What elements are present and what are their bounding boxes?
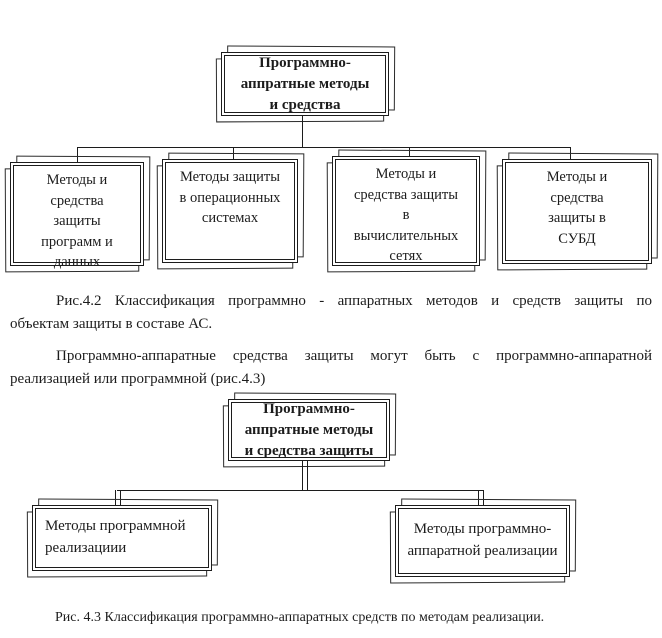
box-label <box>33 506 186 559</box>
diagram1-box-operating-systems <box>162 159 298 263</box>
box-face <box>162 159 298 263</box>
box-face <box>395 505 570 577</box>
box-text-line: аппратные методы <box>244 421 374 438</box>
diagram2-box-hardware-software-implementation <box>395 505 570 577</box>
box-text-line: средства <box>550 189 604 206</box>
connector-root-stem-double <box>302 461 308 491</box>
box-text-line: сетях <box>389 248 423 264</box>
caption-4-3-text: Рис. 4.3 Классификация программно-аппаратных средств по методам реализации. <box>55 610 545 625</box>
box-text-line: системах <box>201 210 259 226</box>
box-text-line: и средства защиты <box>244 442 374 459</box>
diagram2-root-label <box>245 399 374 462</box>
box-face <box>32 505 212 571</box>
box-text-line: Методы программной <box>45 518 186 534</box>
diagram1-box-programs-data <box>10 162 144 270</box>
diagram2-box-software-implementation <box>32 505 212 571</box>
box-label <box>180 167 281 229</box>
diagram1-root-box <box>221 52 389 116</box>
caption-4-2-line1: Рис.4.2 Классификация программно - аппаратных методов и средств защиты по <box>56 293 652 309</box>
box-text-line: в <box>402 207 410 223</box>
box-text-line: Методы и <box>46 172 108 188</box>
diagram2-root-box-face <box>228 399 390 461</box>
box-text-line: в операционных <box>179 189 281 206</box>
box-text-line: Методы программно- <box>413 521 552 537</box>
box-text-line: программ и <box>41 233 113 250</box>
box-text-line: данных <box>53 254 101 270</box>
caption-figure-4-3 <box>55 610 655 626</box>
connector-bus-2 <box>117 490 483 491</box>
box-text-line: Программно- <box>263 400 355 417</box>
box-face <box>502 159 652 264</box>
box-text-line: и средства <box>269 96 341 113</box>
caption-4-2-line2: объектам защиты в составе АС. <box>10 315 213 332</box>
diagram1-box-dbms <box>502 159 652 264</box>
connector-bus <box>77 147 571 148</box>
box-face <box>10 162 144 270</box>
box-face <box>332 156 480 266</box>
box-text-line: аппратные методы <box>240 75 370 92</box>
diagram1-root-label <box>241 53 370 116</box>
box-text-line: Методы защиты <box>179 169 280 185</box>
connector-root-stem <box>302 116 303 148</box>
box-label <box>547 167 608 249</box>
box-label <box>407 518 557 562</box>
diagram1-box-computer-networks <box>332 156 480 266</box>
box-label <box>41 170 113 273</box>
box-text-line: реализациии <box>45 540 127 556</box>
box-text-line: Методы и <box>546 169 608 185</box>
box-text-line: Программно- <box>259 54 351 71</box>
box-text-line: Методы и <box>375 166 437 182</box>
diagram2-root-box <box>228 399 390 461</box>
box-text-line: СУБД <box>558 230 596 247</box>
body-paragraph <box>10 345 652 390</box>
diagram1-root-box-face <box>221 52 389 116</box>
box-text-line: средства защиты <box>354 186 458 203</box>
paragraph-line2: реализацией или программной (рис.4.3) <box>10 370 266 387</box>
box-text-line: защиты в <box>548 210 606 226</box>
box-text-line: защиты <box>53 213 101 229</box>
box-text-line: средства <box>50 192 104 209</box>
box-text-line: вычислительных <box>353 227 459 244</box>
box-label <box>354 164 458 267</box>
box-text-line: аппаратной реализации <box>407 543 558 559</box>
paragraph-line1: Программно-аппаратные средства защиты могут быть с программно-аппаратной <box>56 348 652 364</box>
caption-figure-4-2 <box>10 290 652 335</box>
